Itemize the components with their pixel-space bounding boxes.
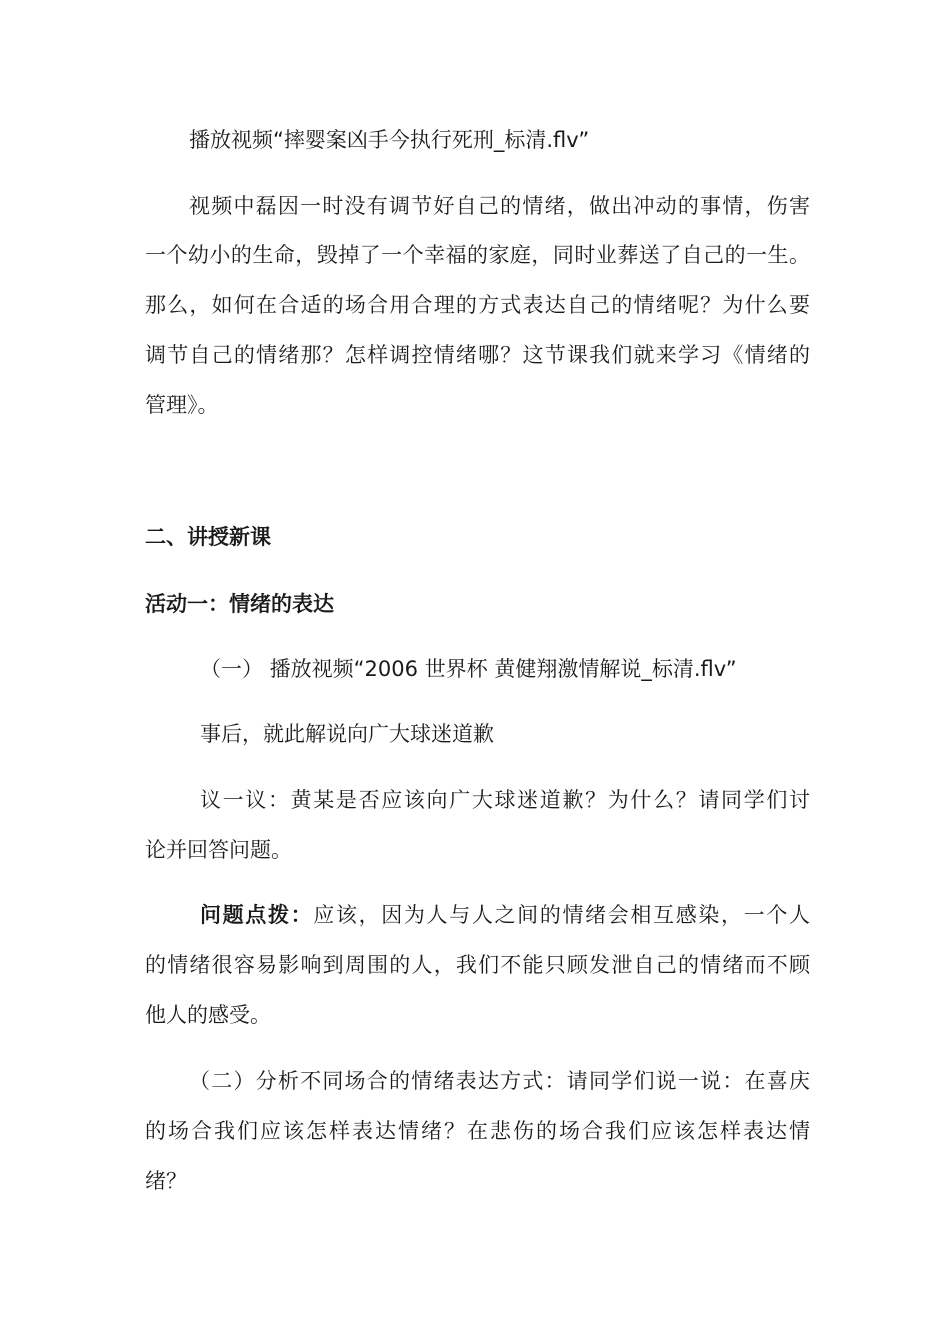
paragraph-intro-line-2: 一个幼小的生命，毁掉了一个幸福的家庭，同时业葬送了自己的一生。: [145, 243, 810, 267]
paragraph-occasions-line-1: （二）分析不同场合的情绪表达方式：请同学们说一说：在喜庆: [189, 1069, 810, 1093]
paragraph-video-2: （一） 播放视频“2006 世界杯 黄健翔激情解说_标清.flv”: [200, 657, 737, 681]
activity-heading: 活动一：情绪的表达: [145, 592, 334, 616]
paragraph-discuss-line-2: 论并回答问题。: [145, 838, 292, 862]
paragraph-hint-line-1: [200, 903, 810, 927]
paragraph-intro-line-5: 管理》。: [145, 393, 219, 417]
hint-text: 应该，因为人与人之间的情绪会相互感染，一个人: [313, 903, 810, 927]
paragraph-hint-line-2: 的情绪很容易影响到周围的人，我们不能只顾发泄自己的情绪而不顾: [145, 953, 810, 977]
paragraph-intro-line-4: 调节自己的情绪那？怎样调控情绪哪？这节课我们就来学习《情绪的: [145, 343, 810, 367]
paragraph-hint-line-3: 他人的感受。: [145, 1003, 271, 1027]
paragraph-apology: 事后，就此解说向广大球迷道歉: [200, 722, 494, 746]
hint-label: 问题点拨：: [200, 903, 314, 927]
paragraph-intro-line-3: 那么，如何在合适的场合用合理的方式表达自己的情绪呢？为什么要: [145, 293, 810, 317]
paragraph-discuss-line-1: 议一议：黄某是否应该向广大球迷道歉？为什么？请同学们讨: [200, 788, 810, 812]
paragraph-video-1: 播放视频“摔婴案凶手今执行死刑_标清.flv”: [189, 128, 590, 152]
paragraph-intro-line-1: 视频中磊因一时没有调节好自己的情绪，做出冲动的事情，伤害: [189, 194, 810, 218]
section-heading: 二、讲授新课: [145, 525, 271, 549]
paragraph-occasions-line-2: 的场合我们应该怎样表达情绪？在悲伤的场合我们应该怎样表达情: [145, 1119, 810, 1143]
paragraph-occasions-line-3: 绪？: [145, 1169, 187, 1193]
